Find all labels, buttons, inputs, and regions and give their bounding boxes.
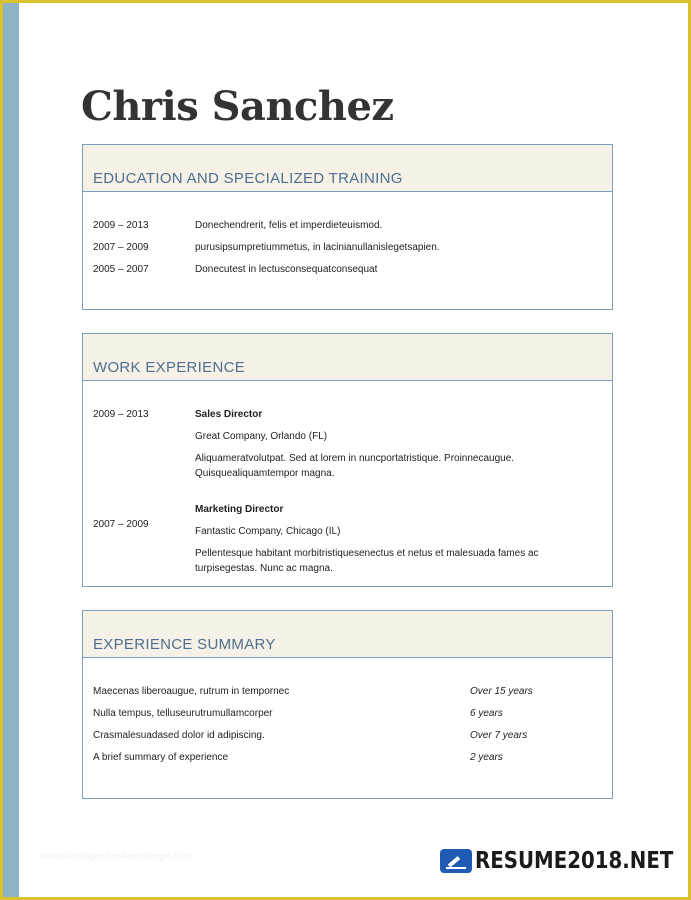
education-dates: 2005 – 2007: [93, 264, 149, 275]
summary-years: 6 years: [470, 708, 503, 719]
job-description: Pellentesque habitant morbitristiquesenectus et netus et malesuada fames ac turpisegestas. Nunc ac magna.: [195, 548, 539, 574]
job-description: Aliquameratvolutpat. Sed at lorem in nuncportatristique. Proinnecaugue. Quisquealiquamtempor magna.: [195, 453, 515, 479]
section-title: EXPERIENCE SUMMARY: [93, 636, 276, 653]
section-header: [83, 334, 612, 381]
summary-skill: Maecenas liberoaugue, rutrum in tempornec: [93, 686, 290, 697]
summary-years: 2 years: [470, 752, 503, 763]
section-title: WORK EXPERIENCE: [93, 359, 246, 376]
summary-skill: Crasmalesuadased dolor id adipiscing.: [93, 730, 265, 741]
education-text: Donechendrerit, felis et imperdieteuismod.: [195, 220, 383, 231]
pencil-icon: [440, 849, 472, 873]
summary-years: Over 15 years: [470, 686, 533, 697]
experience-summary-section: [82, 610, 613, 799]
education-section: [82, 144, 613, 310]
logo-text: RESUME2018.NET: [475, 848, 674, 874]
education-dates: 2009 – 2013: [93, 220, 149, 231]
site-logo[interactable]: [440, 848, 691, 874]
job-company: Fantastic Company, Chicago (IL): [195, 526, 341, 537]
watermark-text: www.heritagechristiancollege.com: [41, 851, 192, 862]
section-title: EDUCATION AND SPECIALIZED TRAINING: [93, 170, 403, 187]
summary-skill: A brief summary of experience: [93, 752, 229, 763]
summary-skill: Nulla tempus, telluseurutrumullamcorper: [93, 708, 273, 719]
job-dates: 2009 – 2013: [93, 409, 149, 420]
job-position: Marketing Director: [195, 504, 284, 515]
side-stripe: [3, 3, 19, 897]
section-header: [83, 145, 612, 192]
summary-years: Over 7 years: [470, 730, 528, 741]
education-text: purusipsumpretiummetus, in lacinianullanislegetsapien.: [195, 242, 440, 253]
job-company: Great Company, Orlando (FL): [195, 431, 328, 442]
section-header: [83, 611, 612, 658]
education-dates: 2007 – 2009: [93, 242, 149, 253]
job-position: Sales Director: [195, 409, 263, 420]
work-experience-section: [82, 333, 613, 587]
candidate-name: Chris Sanchez: [81, 83, 394, 130]
job-dates: 2007 – 2009: [93, 519, 149, 530]
education-text: Donecutest in lectusconsequatconsequat: [195, 264, 378, 275]
